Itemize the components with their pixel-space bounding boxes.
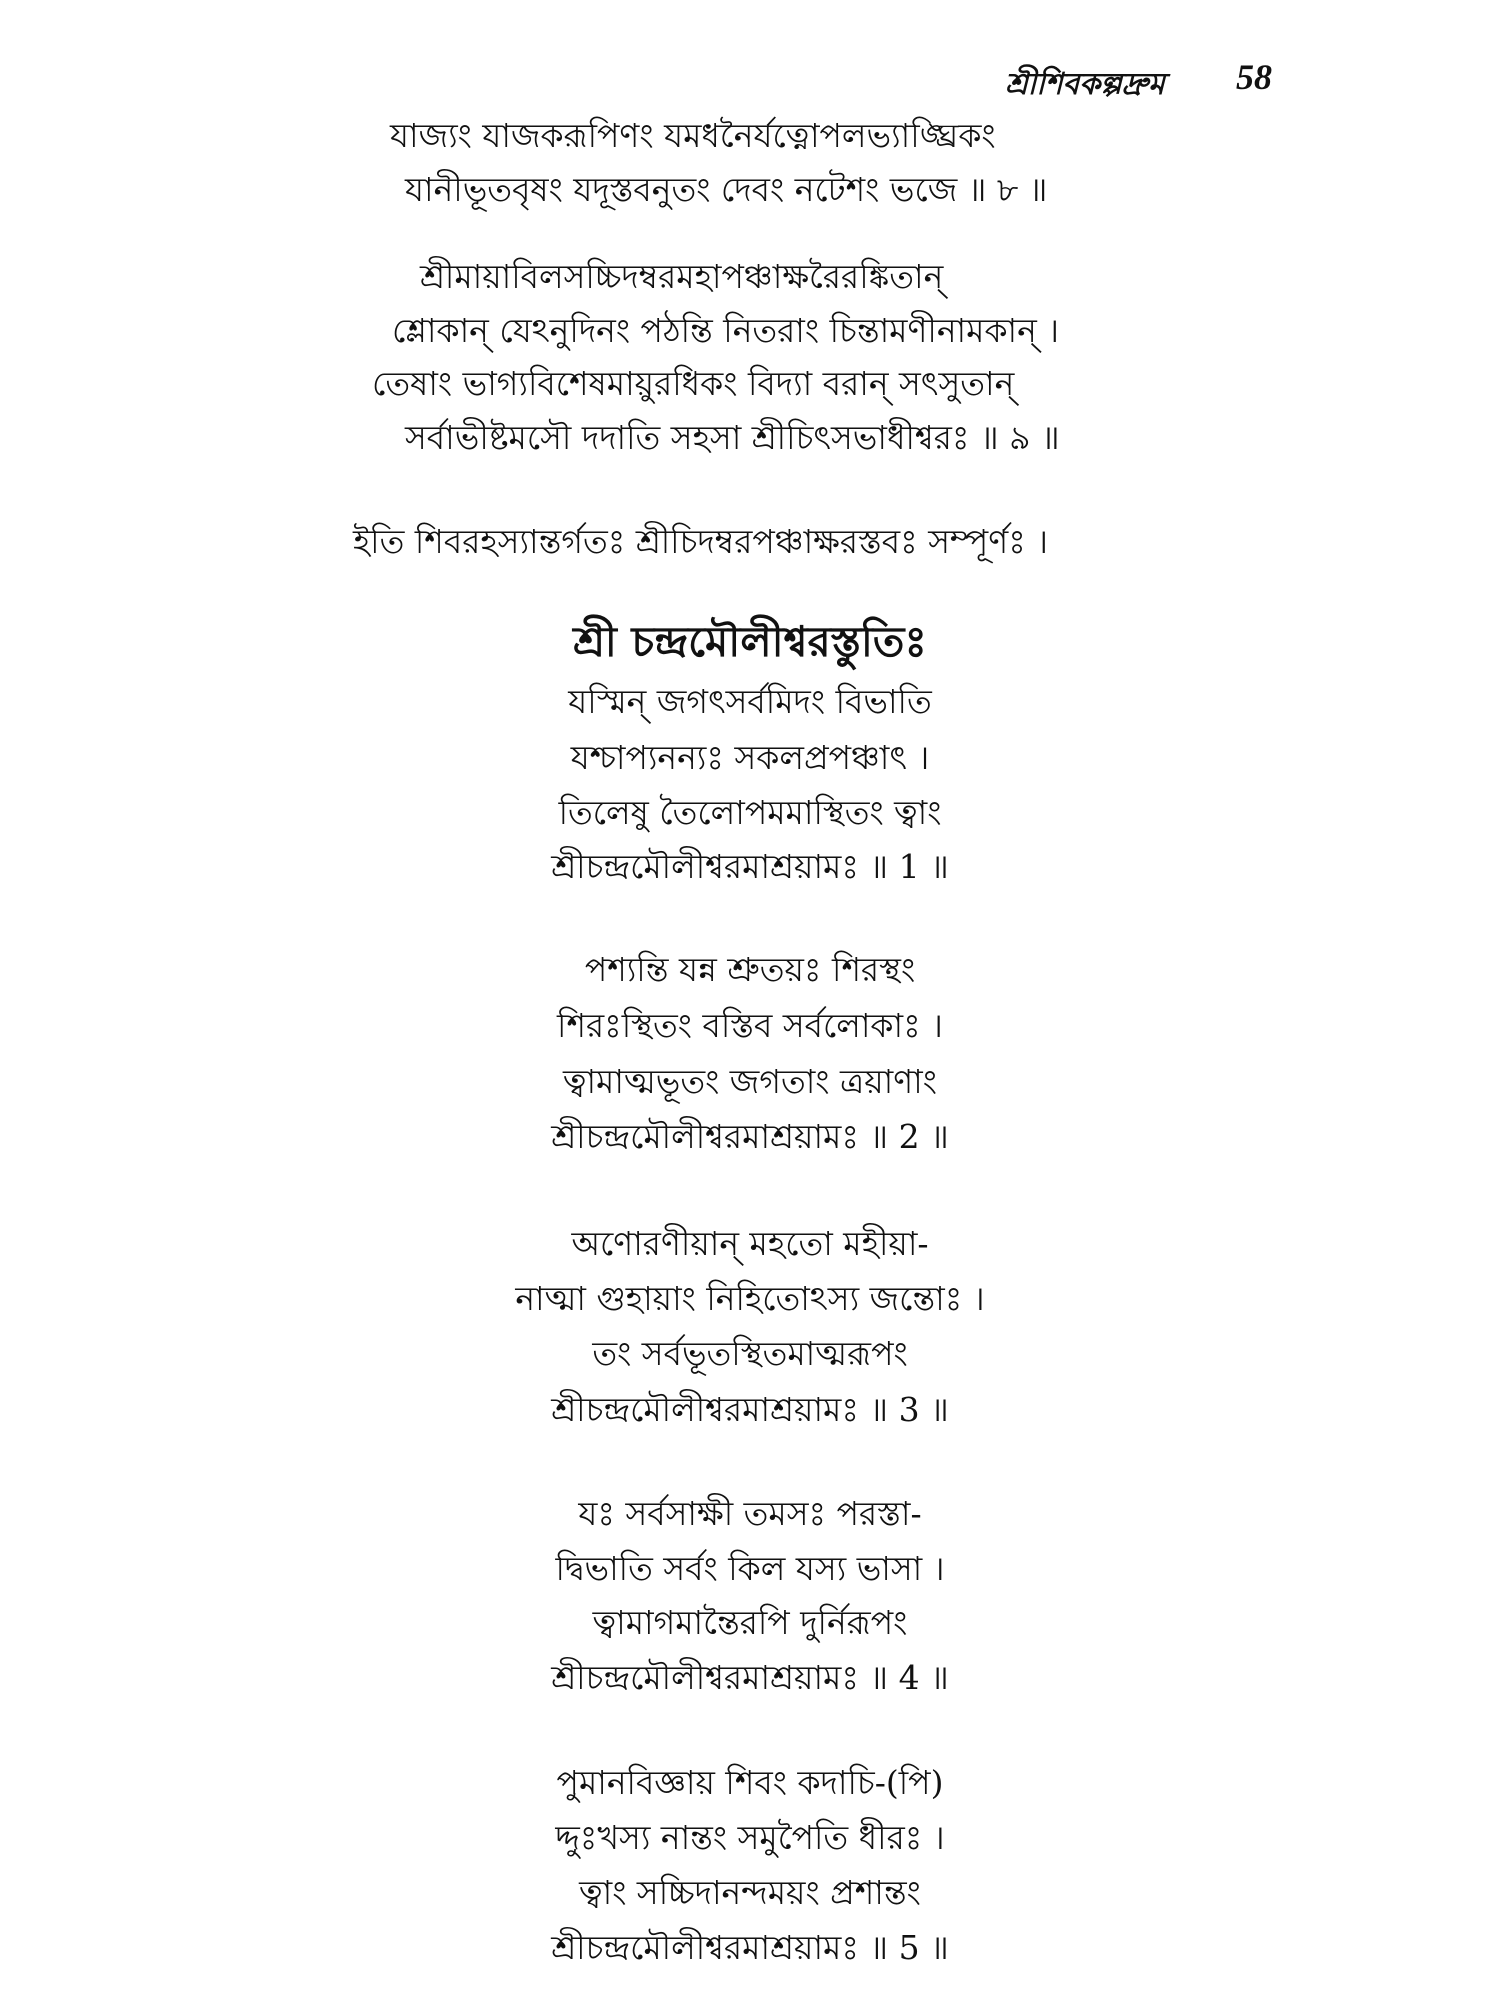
colophon: ইতি শিবরহস্যান্তর্গতঃ শ্রীচিদম্বরপঞ্চাক্ষরস্তবঃ সম্পূর্ণঃ ।	[353, 522, 1049, 561]
verse-2-line-2: শিরঃস্থিতং বস্তিব সর্বলোকাঃ ।	[557, 1006, 943, 1045]
stanza-9-line-1: শ্রীমায়াবিলসচ্চিদম্বরমহাপঞ্চাক্ষরৈরঙ্কিতান্	[420, 257, 944, 296]
verse-5-line-1: পুমানবিজ্ঞায় শিবং কদাচি-(পি)	[556, 1763, 944, 1802]
page-header	[0, 56, 1500, 106]
verse-3-line-1: অণোরণীয়ান্ মহতো মহীয়া-	[571, 1224, 929, 1263]
verse-1-line-4: শ্রীচন্দ্রমৌলীশ্বরমাশ্রয়ামঃ ॥ 1 ॥	[551, 847, 949, 886]
verse-1-line-3: তিলেষু তৈলোপমমাস্থিতং ত্বাং	[558, 793, 942, 832]
section-title: শ্রী চন্দ্রমৌলীশ্বরস্তুতিঃ	[573, 617, 927, 666]
verse-4-line-2: দ্বিভাতি সর্বং কিল যস্য ভাসা ।	[555, 1549, 945, 1588]
stanza-9-line-2: শ্লোকান্ যেঽনুদিনং পঠন্তি নিতরাং চিন্তামণীনামকান্ ।	[392, 311, 1060, 350]
verse-3-line-4: শ্রীচন্দ্রমৌলীশ্বরমাশ্রয়ামঃ ॥ 3 ॥	[551, 1390, 949, 1429]
verse-2-line-3: ত্বামাত্মভূতং জগতাং ত্রয়াণাং	[563, 1062, 937, 1101]
page-number: 58	[1236, 57, 1272, 97]
verse-4-line-3: ত্বামাগমান্তৈরপি দুর্নিরূপং	[592, 1603, 908, 1642]
verse-2-line-4: শ্রীচন্দ্রমৌলীশ্বরমাশ্রয়ামঃ ॥ 2 ॥	[551, 1117, 949, 1156]
verse-1-line-1: যস্মিন্ জগৎসর্বমিদং বিভাতি	[568, 682, 932, 721]
stanza-8-line-1: যাজ্যং যাজকরূপিণং যমধনৈর্যত্নোপলভ্যাঙ্ঘ্রিকং	[390, 116, 996, 155]
verse-5-line-4: শ্রীচন্দ্রমৌলীশ্বরমাশ্রয়ামঃ ॥ 5 ॥	[551, 1928, 949, 1967]
verse-2-line-1: পশ্যন্তি যন্ন শ্রুতয়ঃ শিরস্থং	[584, 950, 916, 989]
stanza-8-line-2: যানীভূতবৃষং যদূস্তবনুতং দেবং নটেশং ভজে ॥ ৮ ॥	[405, 170, 1048, 209]
verse-5-line-2: দ্দুঃখস্য নান্তং সমুপৈতি ধীরঃ ।	[555, 1818, 945, 1857]
verse-3-line-3: তং সর্বভূতস্থিতমাত্মরূপং	[592, 1334, 908, 1373]
stanza-9-line-3: তেষাং ভাগ্যবিশেষমায়ুরধিকং বিদ্যা বরান্ সৎসুতান্	[372, 364, 1015, 403]
stanza-9-line-4: সর্বাভীষ্টমসৌ দদাতি সহসা শ্রীচিৎসভাধীশ্বরঃ ॥ ৯ ॥	[405, 418, 1060, 457]
verse-4-line-1: যঃ সর্বসাক্ষী তমসঃ পরস্তা-	[578, 1494, 922, 1533]
verse-1-line-2: যশ্চাপ্যনন্যঃ সকলপ্রপঞ্চাৎ ।	[570, 738, 930, 777]
verse-5-line-3: ত্বাং সচ্চিদানন্দময়ং প্রশান্তং	[579, 1873, 921, 1912]
verse-4-line-4: শ্রীচন্দ্রমৌলীশ্বরমাশ্রয়ামঃ ॥ 4 ॥	[551, 1658, 949, 1697]
running-title: শ্রীশিবকল্পদ্রুম	[1005, 67, 1165, 102]
verse-3-line-2: নাত্মা গুহায়াং নিহিতোঽস্য জন্তোঃ ।	[515, 1279, 985, 1318]
